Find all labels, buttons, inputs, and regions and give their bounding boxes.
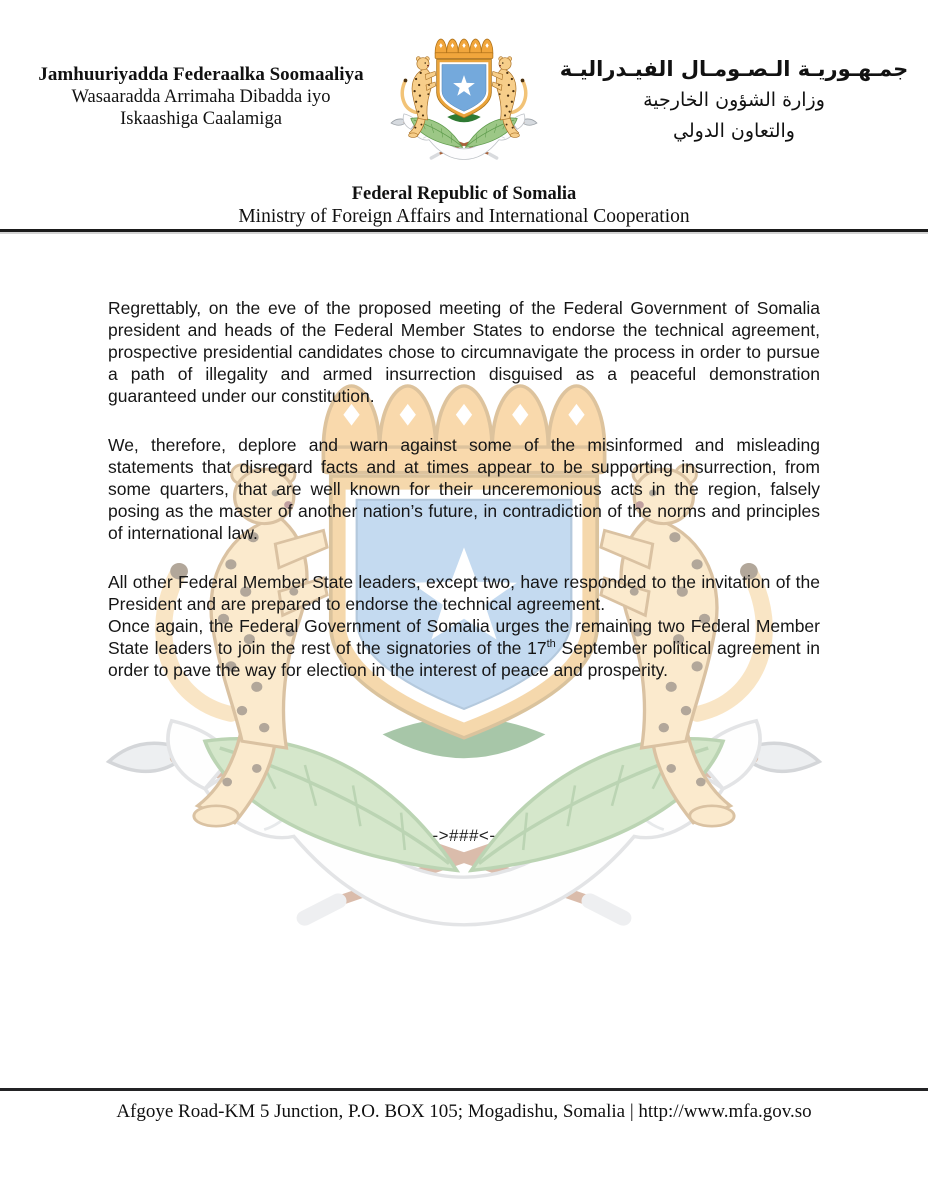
arabic-line-3: والتعاون الدولي [673, 120, 795, 142]
body-paragraph-2: We, therefore, deplore and warn against some of the misinformed and misleading statements that disregard facts and at times appear to be supporting insurrection, from some quarters, that are well known for their unceremonious acts in the region, falsely posing as the master of another nation’s future, in contradiction of the norms and principles of international law. [108, 435, 820, 543]
paragraph-4-text-after: September political agreement in order to pave the way for election in the interest of peace and prosperity. [108, 638, 821, 680]
body-paragraph-3: All other Federal Member State leaders, except two, have responded to the invitation of the President and are prepared to endorse the technical agreement. [108, 572, 820, 614]
arabic-line-1: جمـهـوريـة الـصـومـال الفيـدراليـة [559, 57, 909, 81]
paragraph-4-text: Once again, the Federal Government of Somalia urges the remaining two Federal Member State leaders to join the rest of the signatories of the 17 [108, 616, 820, 658]
ordinal-superscript: th [546, 638, 556, 651]
body-paragraph-4 [108, 615, 820, 681]
arabic-line-2: وزارة الشؤون الخارجية [643, 89, 825, 111]
somali-line-1: Jamhuuriyadda Federaalka Soomaaliya [38, 64, 364, 85]
letter-body [108, 297, 820, 681]
somalia-coat-of-arms [388, 36, 540, 166]
ministry-name-arabic [548, 54, 920, 147]
country-title: Federal Republic of Somalia [351, 184, 577, 204]
somali-line-3: Iskaashiga Caalamiga [120, 109, 282, 129]
ministry-title: Ministry of Foreign Affairs and International Cooperation [238, 206, 690, 227]
coat-of-arms-graphic [388, 36, 540, 166]
body-paragraph-1: Regrettably, on the eve of the proposed meeting of the Federal Government of Somalia president and heads of the Federal Member States to endorse the technical agreement, prospective presidential candidates chose to circumnavigate the process in order to pursue a path of illegality and armed insurrection disguised as a peaceful demonstration guaranteed under our constitution. [108, 298, 820, 406]
footer-address: Afgoye Road-KM 5 Junction, P.O. BOX 105; Mogadishu, Somalia | http://www.mfa.gov.so [116, 1101, 812, 1122]
footer-rule [0, 1088, 928, 1091]
somali-line-2: Wasaaradda Arrimaha Dibadda iyo [71, 87, 331, 107]
end-of-document-marker: ->###<- [432, 826, 496, 845]
header-rule [0, 229, 928, 232]
ministry-name-somali [20, 64, 382, 130]
